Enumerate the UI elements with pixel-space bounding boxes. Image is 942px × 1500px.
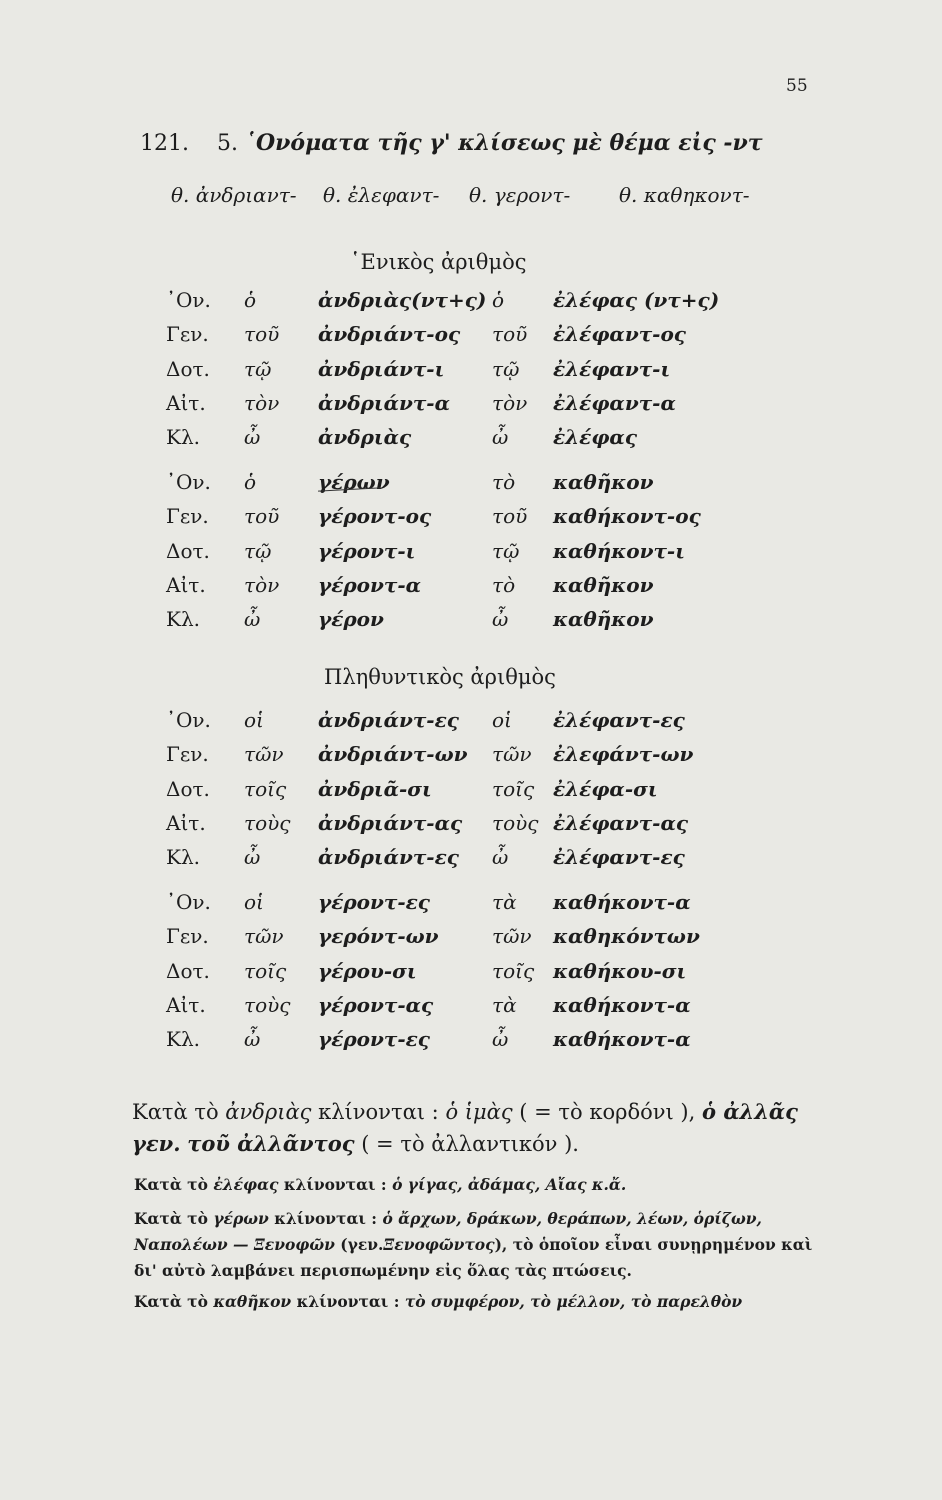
noun-form-1: ἀνδριάντ-ες <box>318 708 459 732</box>
plural-title: Πληθυντικὸς ἀριθμὸς <box>324 665 556 689</box>
article-2: τοῖς <box>492 959 535 983</box>
article-1: ὦ <box>244 1027 261 1051</box>
case-label: Γεν. <box>166 924 209 948</box>
article-2: τῶν <box>492 742 532 766</box>
noun-form-1: ἀνδριάντ-ας <box>318 811 463 835</box>
noun-form-1: γέροντ-α <box>318 573 422 597</box>
case-label: ᾿Ον. <box>166 470 211 494</box>
article-2: τοῦ <box>492 504 528 528</box>
note-kathikon: Κατὰ τὸ καθῆκον κλίνονται : τὸ συμφέρον, τὸ μέλλον, τὸ παρελθὸν <box>134 1292 743 1311</box>
article-1: τοῖς <box>244 959 287 983</box>
singular-title: ῾Ενικὸς ἀριθμὸς <box>350 250 527 274</box>
article-1: τοῖς <box>244 777 287 801</box>
article-2: τῶν <box>492 924 532 948</box>
article-1: τὸν <box>244 391 280 415</box>
stem-2: θ. ἐλεφαντ- <box>323 183 440 207</box>
case-label: ᾿Ον. <box>166 288 211 312</box>
noun-form-2: ἐλέφαντ-ι <box>553 357 671 381</box>
case-label: Δοτ. <box>166 539 210 563</box>
noun-form-2: ἐλέφαντ-α <box>553 391 676 415</box>
noun-form-2: καθῆκον <box>553 470 654 494</box>
article-2: ὦ <box>492 607 509 631</box>
article-1: τοὺς <box>244 811 291 835</box>
noun-form-1: γέρων <box>318 470 390 494</box>
noun-form-2: ἐλέφαντ-ος <box>553 322 686 346</box>
case-label: Γεν. <box>166 504 209 528</box>
stem-1: θ. ἀνδριαντ- <box>171 183 297 207</box>
case-label: Αἰτ. <box>166 573 206 597</box>
stem-4: θ. καθηκοντ- <box>619 183 750 207</box>
noun-form-2: ἐλέφα-σι <box>553 777 658 801</box>
page-number: 55 <box>786 76 808 96</box>
article-1: τὸν <box>244 573 280 597</box>
noun-form-2: καθῆκον <box>553 607 654 631</box>
article-2: τὰ <box>492 890 517 914</box>
noun-form-1: ἀνδριᾶ-σι <box>318 777 432 801</box>
case-label: Δοτ. <box>166 357 210 381</box>
article-2: τῷ <box>492 539 520 563</box>
article-2: τὸ <box>492 573 516 597</box>
case-label: Γεν. <box>166 322 209 346</box>
article-1: τῷ <box>244 357 272 381</box>
section-heading <box>140 130 763 156</box>
article-2: τοὺς <box>492 811 539 835</box>
article-2: ὦ <box>492 1027 509 1051</box>
article-2: τοῖς <box>492 777 535 801</box>
article-1: τοῦ <box>244 322 280 346</box>
case-label: Δοτ. <box>166 777 210 801</box>
noun-form-2: ἐλέφας (ντ+ς) <box>553 288 720 312</box>
section-sub-number: 5. <box>216 131 238 156</box>
article-1: ὦ <box>244 425 261 449</box>
article-1: ὦ <box>244 845 261 869</box>
case-label: ᾿Ον. <box>166 708 211 732</box>
case-label: Αἰτ. <box>166 391 206 415</box>
section-number: 121. <box>140 131 189 156</box>
stem-3: θ. γεροντ- <box>469 183 571 207</box>
noun-form-2: ἐλεφάντ-ων <box>553 742 694 766</box>
case-label: Κλ. <box>166 425 200 449</box>
noun-form-2: καθῆκον <box>553 573 654 597</box>
article-2: τὸ <box>492 470 516 494</box>
noun-form-2: καθήκοντ-α <box>553 1027 691 1051</box>
article-2: τοῦ <box>492 322 528 346</box>
noun-form-1: γέρου-σι <box>318 959 417 983</box>
noun-form-1: ἀνδριάντ-α <box>318 391 451 415</box>
noun-form-1: ἀνδριὰς(ντ+ς) <box>318 288 487 312</box>
article-1: οἱ <box>244 708 264 732</box>
noun-form-1: γέροντ-ι <box>318 539 416 563</box>
noun-form-2: ἐλέφαντ-ες <box>553 708 685 732</box>
noun-form-2: καθήκου-σι <box>553 959 687 983</box>
article-1: τῷ <box>244 539 272 563</box>
article-1: τοὺς <box>244 993 291 1017</box>
noun-form-1: ἀνδριάντ-ος <box>318 322 461 346</box>
article-2: τὸν <box>492 391 528 415</box>
note-geron: Κατὰ τὸ γέρων κλίνονται : ὁ ἄρχων, δράκων, θεράπων, λέων, ὁρίζων, Ναπολέων — Ξενοφῶν (γεν.Ξενοφῶντος), τὸ ὁποῖον εἶναι συνῃρημένον καὶ δι' αὐτὸ λαμβάνει περισπωμένην εἰς ὅλας τὰς πτώσεις. <box>134 1209 813 1280</box>
case-label: Κλ. <box>166 607 200 631</box>
case-label: Αἰτ. <box>166 993 206 1017</box>
case-label: Κλ. <box>166 845 200 869</box>
article-2: οἱ <box>492 708 512 732</box>
article-2: ὁ <box>492 288 505 312</box>
article-1: ὁ <box>244 288 257 312</box>
article-2: ὦ <box>492 845 509 869</box>
article-1: ὦ <box>244 607 261 631</box>
article-2: ὦ <box>492 425 509 449</box>
article-2: τῷ <box>492 357 520 381</box>
article-1: τῶν <box>244 742 284 766</box>
noun-form-2: ἐλέφας <box>553 425 638 449</box>
noun-form-1: ἀνδριάντ-ι <box>318 357 445 381</box>
noun-form-1: ἀνδριάντ-ων <box>318 742 468 766</box>
case-label: Γεν. <box>166 742 209 766</box>
article-1: τοῦ <box>244 504 280 528</box>
noun-form-2: ἐλέφαντ-ες <box>553 845 685 869</box>
noun-form-1: γέροντ-ος <box>318 504 432 528</box>
noun-form-1: γέροντ-ες <box>318 890 430 914</box>
noun-form-2: καθήκοντ-α <box>553 890 691 914</box>
section-title: ῾Ονόματα τῆς γ' κλίσεως μὲ θέμα εἰς -ντ <box>244 130 763 156</box>
case-label: Αἰτ. <box>166 811 206 835</box>
noun-form-1: γέρον <box>318 607 384 631</box>
noun-form-1: ἀνδριὰς <box>318 425 412 449</box>
noun-form-2: ἐλέφαντ-ας <box>553 811 689 835</box>
note-elefas: Κατὰ τὸ ἐλέφας κλίνονται : ὁ γίγας, ἀδάμας, Αἴας κ.ἄ. <box>134 1175 627 1194</box>
noun-form-2: καθηκόντων <box>553 924 700 948</box>
noun-form-1: γέροντ-ες <box>318 1027 430 1051</box>
noun-form-2: καθήκοντ-α <box>553 993 691 1017</box>
noun-form-1: γέροντ-ας <box>318 993 434 1017</box>
note-andrias: Κατὰ τὸ ἀνδριὰς κλίνονται : ὁ ἱμὰς ( = τὸ κορδόνι ), ὁ ἀλλᾶς γεν. τοῦ ἀλλᾶντος ( = τὸ ἀλλαντικόν ). <box>132 1099 798 1156</box>
article-1: τῶν <box>244 924 284 948</box>
noun-form-1: ἀνδριάντ-ες <box>318 845 459 869</box>
noun-form-2: καθήκοντ-ος <box>553 504 701 528</box>
noun-form-1: γερόντ-ων <box>318 924 439 948</box>
case-label: Κλ. <box>166 1027 200 1051</box>
case-label: ᾿Ον. <box>166 890 211 914</box>
article-1: ὁ <box>244 470 257 494</box>
article-1: οἱ <box>244 890 264 914</box>
noun-form-2: καθήκοντ-ι <box>553 539 685 563</box>
article-2: τὰ <box>492 993 517 1017</box>
case-label: Δοτ. <box>166 959 210 983</box>
